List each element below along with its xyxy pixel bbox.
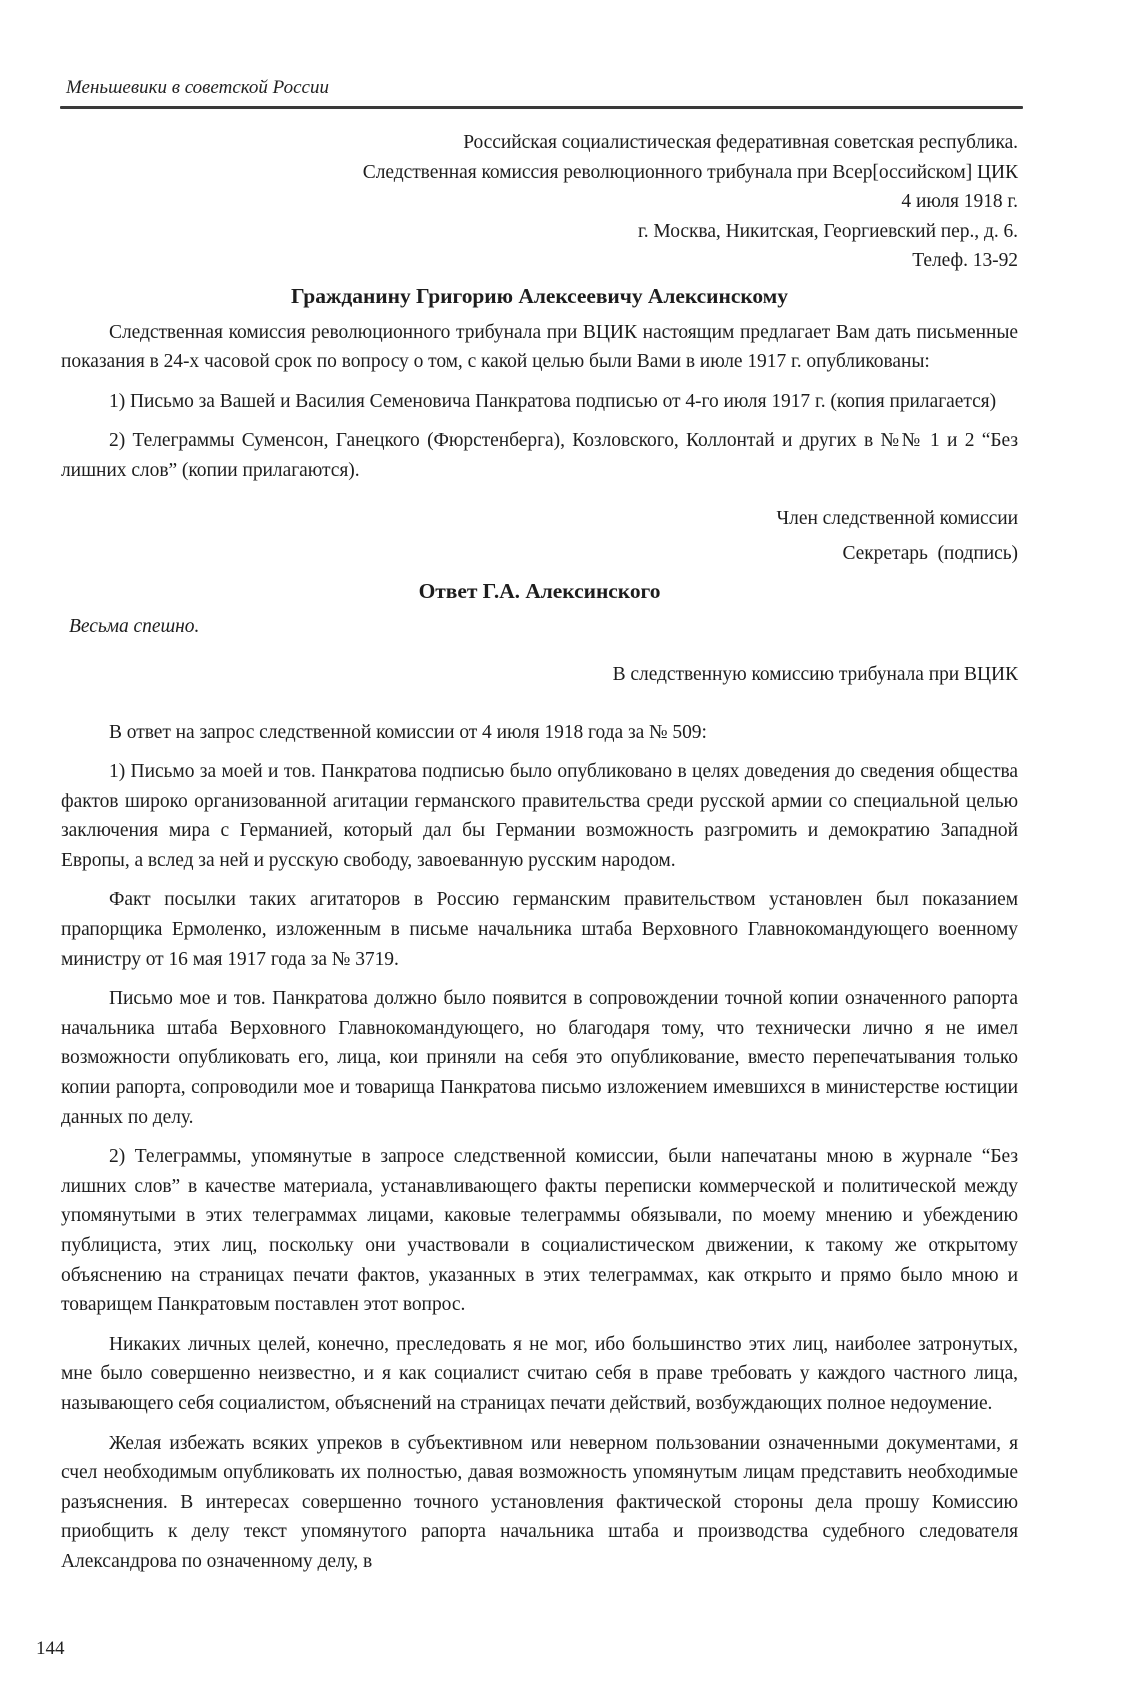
answer-paragraph: Факт посылки таких агитаторов в Россию германским правительством установлен был показанием прапорщика Ермоленко, изложенным в письме начальника штаба Верховного Главнокомандующего военному министру от 16 мая 1917 года за № 3719. [61,889,1018,970]
answer-addressee: В следственную комиссию трибунала при ВЦИК [612,663,1018,685]
urgency-note: Весьма спешно. [69,616,200,638]
letterhead-address: г. Москва, Никитская, Георгиевский пер., д. 6. [638,220,1018,242]
answer-paragraph: 1) Письмо за моей и тов. Панкратова подписью было опубликовано в целях доведения до сведения общества фактов широко организованной агитации германского правительства среди русской армии со специальной целью заключения мира с Германией, который дал бы Германии возможность разгромить и демократию Западной Европы, а вслед за ней и русскую свободу, завоеванную русским народом. [61,761,1018,871]
answer-paragraph: В ответ на запрос следственной комиссии от 4 июля 1918 года за № 509: [109,721,707,743]
page-number: 144 [36,1638,65,1659]
answer-heading: Ответ Г.А. Алексинского [418,578,661,603]
request-item-1: 1) Письмо за Вашей и Василия Семеновича Панкратова подписью от 4-го июля 1917 г. (копия прилагается) [109,390,997,412]
signature-secretary: Секретарь (подпись) [842,543,1018,565]
request-intro: Следственная комиссия революционного трибунала при ВЦИК настоящим предлагает Вам дать письменные показания в 24-х часовой срок по вопросу о том, с какой целью были Вами в июле 1917 г. опубликованы: [61,321,1018,373]
answer-paragraph: Письмо мое и тов. Панкратова должно было появится в сопровождении точной копии означенного рапорта начальника штаба Верховного Главнокомандующего, но благодаря тому, что технически лично я не имел возможности опубликовать его, лица, кои приняли на себя это опубликование, вместо перепечатывания только копии рапорта, сопроводили мое и товарища Панкратова письмо изложением имевшихся в министерстве юстиции данных по делу. [61,988,1018,1128]
request-heading: Гражданину Григорию Алексеевичу Алексинскому [291,283,788,308]
signature-member: Член следственной комиссии [776,507,1018,529]
request-item-2: 2) Телеграммы Суменсон, Ганецкого (Фюрстенберга), Козловского, Коллонтай и других в №№ 1 и 2 “Без лишних слов” (копии прилагаются). [61,430,1018,481]
letterhead [61,128,1018,276]
header-rule [60,106,1023,109]
letterhead-phone: Телеф. 13-92 [912,250,1018,272]
letterhead-date: 4 июля 1918 г. [901,191,1018,213]
page-body [61,128,1018,1577]
bleed-through-text [400,58,406,84]
letterhead-commission: Следственная комиссия революционного трибунала при Всер[оссийском] ЦИК [362,161,1018,183]
running-head: Меньшевики в советской России [66,77,329,98]
answer-paragraph: Желая избежать всяких упреков в субъективном или неверном пользовании означенными документами, я счел необходимым опубликовать их полностью, давая возможность упомянутым лицам представить необходимые разъяснения. В интересах совершенно точного установления фактической стороны дела прошу Комиссию приобщить к делу текст упомянутого рапорта начальника штаба и производства судебного следователя Александрова по означенному делу, в [61,1432,1018,1572]
answer-paragraph: 2) Телеграммы, упомянутые в запросе следственной комиссии, были напечатаны мною в журнале “Без лишних слов” в качестве материала, устанавливающего факты переписки коммерческой и политической между упомянутыми в этих телеграммах лицами, каковые телеграммы обязывали, по моему мнению и убеждению публициста, этих лиц, поскольку они участвовали в социалистическом движении, к такому же открытому объяснению на страницах печати фактов, указанных в этих телеграммах, как открыто и прямо было мною и товарищем Панкратовым поставлен этот вопрос. [61,1146,1018,1316]
answer-paragraph: Никаких личных целей, конечно, преследовать я не мог, ибо большинство этих лиц, наиболее затронутых, мне было совершенно неизвестно, и я как социалист считаю себя в праве требовать у каждого частного лица, называющего себя социалистом, объяснений на страницах печати действий, возбуждающих полное недоумение. [61,1333,1018,1414]
letterhead-republic: Российская социалистическая федеративная советская республика. [463,132,1018,153]
